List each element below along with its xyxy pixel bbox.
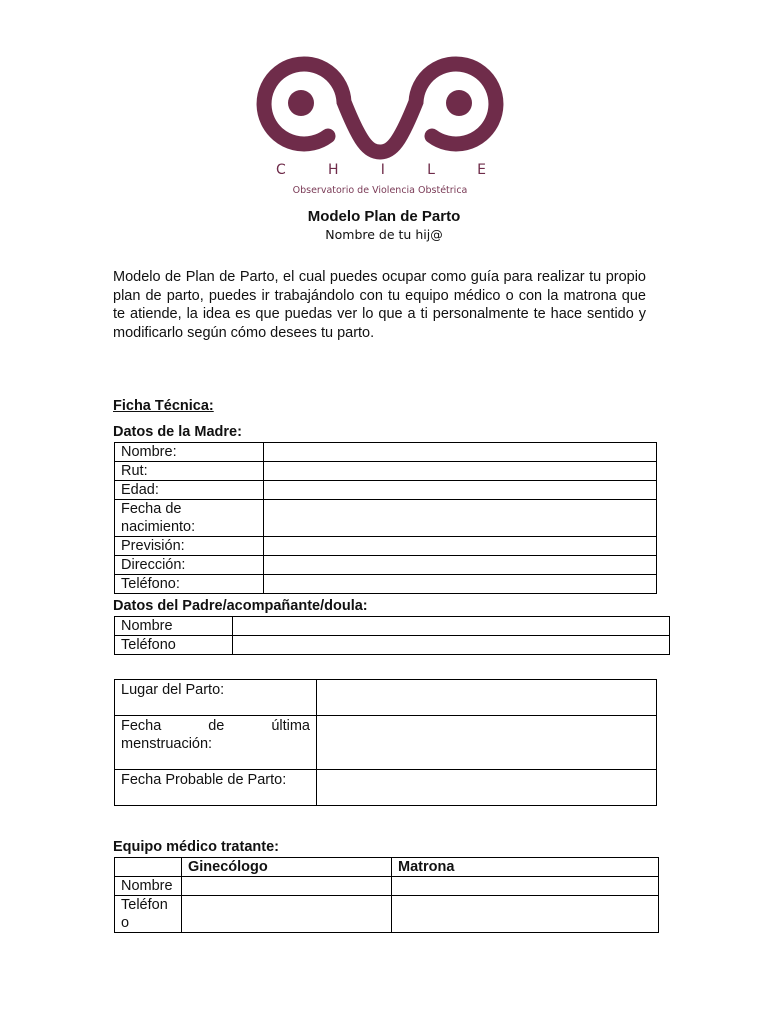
ficha-heading: Ficha Técnica: bbox=[113, 398, 214, 414]
value-cell[interactable] bbox=[392, 896, 659, 933]
value-cell[interactable] bbox=[264, 481, 657, 500]
column-header-ginecologo: Ginecólogo bbox=[182, 858, 392, 877]
row-label: Fecha de nacimiento: bbox=[115, 500, 264, 537]
intro-paragraph: Modelo de Plan de Parto, el cual puedes ocupar como guía para realizar tu propio plan de parto, puedes ir trabajándolo con tu equipo médico o con la matrona que te atiende, la idea es que puedas ver lo que a ti personalmente te hace sentido y modificarlo según cómo desees tu parto. bbox=[113, 269, 646, 341]
row-label: Lugar del Parto: bbox=[115, 680, 317, 716]
row-label: Nombre: bbox=[115, 443, 264, 462]
value-cell[interactable] bbox=[182, 896, 392, 933]
table-row bbox=[115, 537, 657, 556]
column-header bbox=[115, 858, 182, 877]
value-cell[interactable] bbox=[264, 462, 657, 481]
row-label: Nombre bbox=[115, 617, 233, 636]
equipo-table bbox=[114, 857, 659, 933]
row-label: Nombre bbox=[115, 877, 182, 896]
column-header-matrona: Matrona bbox=[392, 858, 659, 877]
logo-organization: Observatorio de Violencia Obstétrica bbox=[292, 185, 468, 196]
row-label: Fecha de última menstruación: bbox=[115, 716, 317, 770]
row-label: Teléfono: bbox=[115, 575, 264, 594]
logo-wordmark bbox=[276, 162, 486, 178]
logo-letter: L bbox=[427, 162, 435, 178]
value-cell[interactable] bbox=[264, 575, 657, 594]
madre-heading: Datos de la Madre: bbox=[113, 424, 242, 440]
table-row bbox=[115, 462, 657, 481]
padre-table bbox=[114, 616, 670, 655]
document-subtitle: Nombre de tu hij@ bbox=[325, 227, 443, 242]
table-row bbox=[115, 680, 657, 716]
parto-table bbox=[114, 679, 657, 806]
table-row bbox=[115, 481, 657, 500]
value-cell[interactable] bbox=[264, 443, 657, 462]
padre-heading: Datos del Padre/acompañante/doula: bbox=[113, 598, 368, 614]
table-row bbox=[115, 770, 657, 806]
row-label: Teléfono bbox=[115, 636, 233, 655]
value-cell[interactable] bbox=[264, 537, 657, 556]
logo-letter: I bbox=[380, 162, 385, 178]
row-label: Fecha Probable de Parto: bbox=[115, 770, 317, 806]
table-row bbox=[115, 556, 657, 575]
value-cell[interactable] bbox=[317, 716, 657, 770]
table-row bbox=[115, 877, 659, 896]
table-row bbox=[115, 443, 657, 462]
row-label: Previsión: bbox=[115, 537, 264, 556]
value-cell[interactable] bbox=[317, 770, 657, 806]
logo-letter: C bbox=[276, 162, 286, 178]
row-label: Rut: bbox=[115, 462, 264, 481]
document-title: Modelo Plan de Parto bbox=[307, 208, 461, 225]
table-row bbox=[115, 636, 670, 655]
table-row bbox=[115, 716, 657, 770]
equipo-heading: Equipo médico tratante: bbox=[113, 839, 279, 855]
table-row bbox=[115, 500, 657, 537]
value-cell[interactable] bbox=[233, 617, 670, 636]
table-row bbox=[115, 896, 659, 933]
value-cell[interactable] bbox=[317, 680, 657, 716]
row-label: Dirección: bbox=[115, 556, 264, 575]
table-row bbox=[115, 575, 657, 594]
value-cell[interactable] bbox=[264, 500, 657, 537]
row-label: Edad: bbox=[115, 481, 264, 500]
value-cell[interactable] bbox=[233, 636, 670, 655]
logo-letter: E bbox=[477, 162, 486, 178]
logo-letter: H bbox=[328, 162, 339, 178]
table-header-row bbox=[115, 858, 659, 877]
observatorio-logo bbox=[250, 52, 510, 202]
value-cell[interactable] bbox=[392, 877, 659, 896]
row-label: Teléfono bbox=[115, 896, 182, 933]
logo-loops-graphic bbox=[250, 52, 510, 162]
value-cell[interactable] bbox=[264, 556, 657, 575]
value-cell[interactable] bbox=[182, 877, 392, 896]
madre-table bbox=[114, 442, 657, 594]
table-row bbox=[115, 617, 670, 636]
